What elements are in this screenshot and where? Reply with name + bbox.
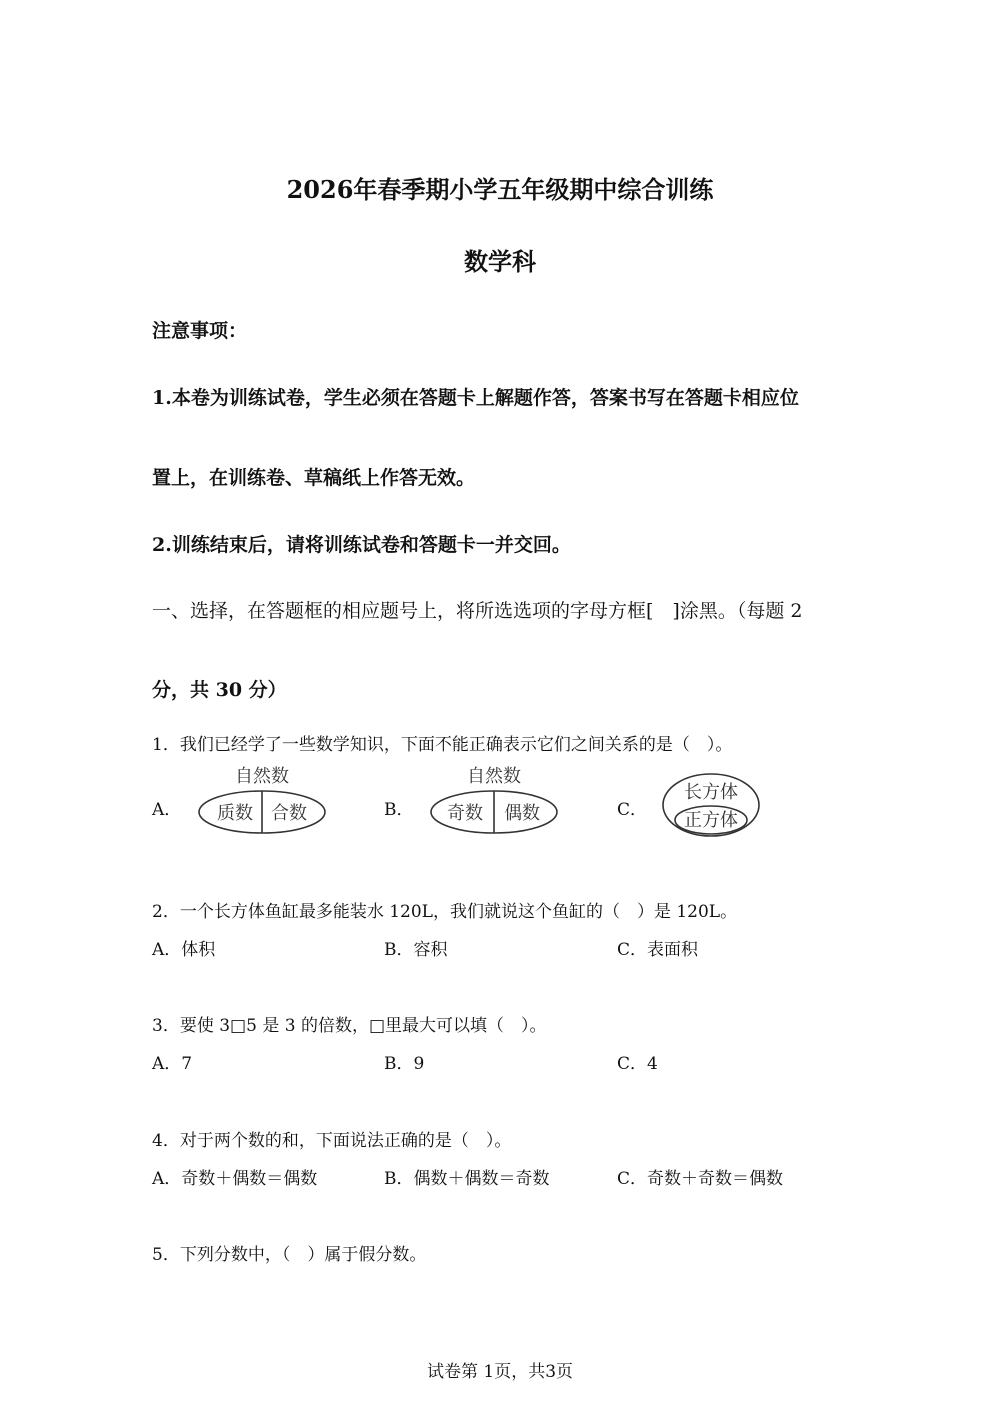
question-3-option-c: C．4 xyxy=(617,1054,658,1074)
notice-heading: 注意事项： xyxy=(152,320,248,342)
question-2-option-b: B．容积 xyxy=(384,940,448,960)
subject-title: 数学科 xyxy=(464,247,536,276)
diagram-b-top-label: 自然数 xyxy=(467,766,521,787)
question-4-option-b: B．偶数＋偶数＝奇数 xyxy=(384,1169,550,1189)
diagram-c-outer-label: 长方体 xyxy=(684,782,738,803)
question-1-option-b-label: B． xyxy=(384,800,414,820)
question-3-stem: 3．要使 3□5 是 3 的倍数，□里最大可以填（ ）。 xyxy=(152,1016,547,1036)
diagram-a-right-label: 合数 xyxy=(271,803,307,824)
diagram-b-right-label: 偶数 xyxy=(504,803,540,824)
page-footer: 试卷第 1页，共3页 xyxy=(426,1362,574,1382)
notice-item-1-line-1: 1.本卷为训练试卷，学生必须在答题卡上解题作答，答案书写在答题卡相应位 xyxy=(152,387,799,409)
question-4-stem: 4．对于两个数的和，下面说法正确的是（ ）。 xyxy=(152,1131,512,1151)
notice-item-2: 2.训练结束后，请将训练试卷和答题卡一并交回。 xyxy=(152,534,571,556)
question-1-option-c-label: C． xyxy=(617,800,648,820)
question-3-option-a: A．7 xyxy=(152,1054,193,1074)
diagram-c-inner-label: 正方体 xyxy=(684,810,738,831)
question-2-option-a: A．体积 xyxy=(152,940,216,960)
diagram-b-natural-numbers xyxy=(422,760,567,840)
question-5-stem: 5．下列分数中，（ ）属于假分数。 xyxy=(152,1245,427,1265)
section-1-instructions-line-2: 分，共 30 分） xyxy=(152,679,287,701)
section-1-instructions-line-1: 一、选择，在答题框的相应题号上，将所选选项的字母方框[ ]涂黑。（每题 2 xyxy=(152,600,803,622)
question-4-option-a: A．奇数＋偶数＝偶数 xyxy=(152,1169,318,1189)
question-3-option-b: B．9 xyxy=(384,1054,425,1074)
question-2-stem: 2．一个长方体鱼缸最多能装水 120L，我们就说这个鱼缸的（ ）是 120L。 xyxy=(152,902,738,922)
diagram-a-left-label: 质数 xyxy=(217,803,253,824)
diagram-b-left-label: 奇数 xyxy=(447,803,483,824)
exam-title: 2026年春季期小学五年级期中综合训练 xyxy=(286,175,714,204)
question-1-stem: 1．我们已经学了一些数学知识，下面不能正确表示它们之间关系的是（ ）。 xyxy=(152,735,733,755)
question-4-option-c: C．奇数＋奇数＝偶数 xyxy=(617,1169,784,1189)
question-2-option-c: C．表面积 xyxy=(617,940,699,960)
question-1-option-a-label: A． xyxy=(152,800,182,820)
notice-item-1-line-2: 置上，在训练卷、草稿纸上作答无效。 xyxy=(152,467,476,489)
diagram-c-cuboid-cube xyxy=(655,770,770,842)
diagram-a-natural-numbers xyxy=(190,760,335,840)
diagram-a-top-label: 自然数 xyxy=(235,766,289,787)
